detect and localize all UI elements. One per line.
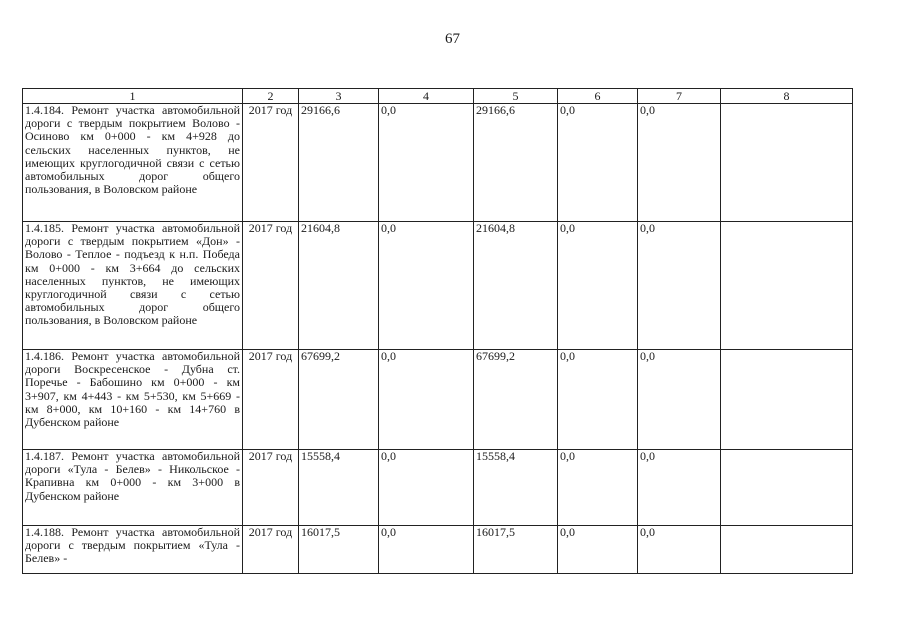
header-col-7: 7 [638, 89, 721, 104]
row-description: 1.4.185. Ремонт участка автомобильной дороги с твердым покрытием «Дон» - Волово - Теплое - подъезд к н.п. Победа км 0+000 - км 3+664 до сельских населенных пунктов, не имеющих круглогодичной связи с сетью автомобильных дорог общего пользования, в Воловском районе [23, 222, 243, 350]
row-col7-value: 0,0 [638, 104, 721, 222]
row-col6-value: 0,0 [558, 450, 638, 526]
row-col7-value: 0,0 [638, 526, 721, 574]
header-col-5: 5 [474, 89, 558, 104]
table-row [23, 104, 853, 222]
page-number: 67 [445, 31, 460, 47]
row-year: 2017 год [243, 104, 299, 222]
row-description: 1.4.186. Ремонт участка автомобильной дороги Воскресенское - Дубна ст. Поречье - Бабошино км 0+000 - км 3+907, км 4+443 - км 5+530, км 5+669 - км 8+000, км 10+160 - км 14+760 в Дубенском районе [23, 350, 243, 450]
row-col8-value [721, 222, 853, 350]
row-col3-value: 67699,2 [299, 350, 379, 450]
row-col4-value: 0,0 [379, 222, 474, 350]
header-col-8: 8 [721, 89, 853, 104]
row-col8-value [721, 450, 853, 526]
header-col-4: 4 [379, 89, 474, 104]
row-col8-value [721, 350, 853, 450]
header-col-1: 1 [23, 89, 243, 104]
table-header-row [23, 89, 853, 104]
row-col3-value: 29166,6 [299, 104, 379, 222]
row-col5-value: 29166,6 [474, 104, 558, 222]
row-year: 2017 год [243, 526, 299, 574]
header-col-2: 2 [243, 89, 299, 104]
row-col3-value: 15558,4 [299, 450, 379, 526]
row-col3-value: 16017,5 [299, 526, 379, 574]
budget-table [22, 88, 853, 574]
row-col4-value: 0,0 [379, 526, 474, 574]
row-col6-value: 0,0 [558, 104, 638, 222]
row-col6-value: 0,0 [558, 222, 638, 350]
row-col4-value: 0,0 [379, 350, 474, 450]
row-col7-value: 0,0 [638, 350, 721, 450]
row-col5-value: 16017,5 [474, 526, 558, 574]
header-col-6: 6 [558, 89, 638, 104]
row-col6-value: 0,0 [558, 526, 638, 574]
table-row [23, 350, 853, 450]
table-row [23, 222, 853, 350]
row-col4-value: 0,0 [379, 450, 474, 526]
row-col5-value: 15558,4 [474, 450, 558, 526]
row-year: 2017 год [243, 350, 299, 450]
row-col3-value: 21604,8 [299, 222, 379, 350]
row-col4-value: 0,0 [379, 104, 474, 222]
row-description: 1.4.184. Ремонт участка автомобильной дороги с твердым покрытием Волово - Осиново км 0+000 - км 4+928 до сельских населенных пунктов, не имеющих круглогодичной связи с сетью автомобильных дорог общего пользования, в Воловском районе [23, 104, 243, 222]
row-col7-value: 0,0 [638, 450, 721, 526]
row-col7-value: 0,0 [638, 222, 721, 350]
row-col5-value: 67699,2 [474, 350, 558, 450]
row-col8-value [721, 526, 853, 574]
table-row [23, 450, 853, 526]
row-description: 1.4.188. Ремонт участка автомобильной дороги с твердым покрытием «Тула - Белев» - [23, 526, 243, 574]
row-year: 2017 год [243, 222, 299, 350]
header-col-3: 3 [299, 89, 379, 104]
row-year: 2017 год [243, 450, 299, 526]
table-row [23, 526, 853, 574]
row-col5-value: 21604,8 [474, 222, 558, 350]
row-description: 1.4.187. Ремонт участка автомобильной дороги «Тула - Белев» - Никольское - Крапивна км 0+000 - км 3+000 в Дубенском районе [23, 450, 243, 526]
row-col6-value: 0,0 [558, 350, 638, 450]
row-col8-value [721, 104, 853, 222]
